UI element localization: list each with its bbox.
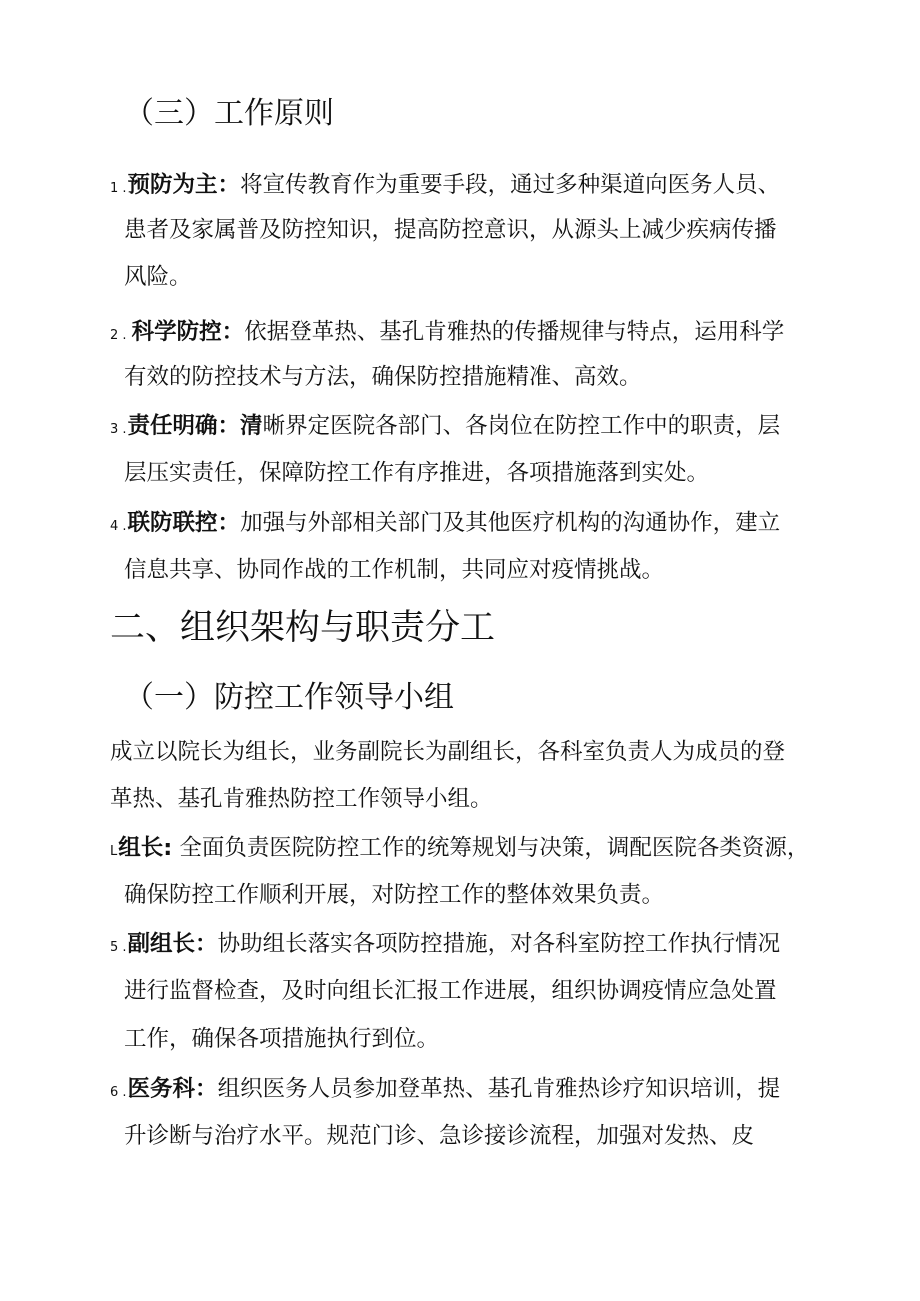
principle-1-line-1 <box>110 170 780 204</box>
intro-line-1: 成立以院长为组长，业务副院长为副组长，各科室负责人为成员的登 <box>110 739 786 765</box>
principle-term: 责任明确：清 <box>127 413 263 439</box>
role-leader-line-2: 确保防控工作顺利开展，对防控工作的整体效果负责。 <box>124 882 665 908</box>
role-deputy-line-3: 工作，确保各项措施执行到位。 <box>124 1026 440 1052</box>
principle-3-line-1 <box>110 411 780 445</box>
principle-2-line-2: 有效的防控技术与方法，确保防控措施精准、高效。 <box>124 364 642 390</box>
principle-text: 依据登革热、基孔肯雅热的传播规律与特点，运用科学 <box>244 319 785 345</box>
role-medical-dept-line-1 <box>110 1074 780 1108</box>
list-number: 5 . <box>110 940 127 955</box>
chapter-heading-organization: 二、组织架构与职责分工 <box>110 608 496 648</box>
section-heading-principles: （三）工作原则 <box>124 96 334 131</box>
role-deputy-line-1 <box>110 929 780 963</box>
role-medical-dept-line-2: 升诊断与治疗水平。规范门诊、急诊接诊流程，加强对发热、皮 <box>124 1123 755 1149</box>
principle-1-line-3: 风险。 <box>124 264 192 290</box>
role-text: 组织医务人员参加登革热、基孔肯雅热诊疗知识培训，提 <box>217 1076 781 1102</box>
principle-term: 科学防控： <box>131 319 245 345</box>
role-text: 全面负责医院防控工作的统筹规划与决策，调配医院各类资源， <box>172 835 810 861</box>
principle-2-line-1 <box>110 317 784 351</box>
principle-term: 预防为主： <box>127 172 241 198</box>
principle-4-line-1 <box>110 508 780 542</box>
principle-text: 加强与外部相关部门及其他医疗机构的沟通协作，建立 <box>240 510 781 536</box>
list-number: 6 . <box>110 1085 127 1100</box>
role-term: 医务科： <box>127 1076 218 1102</box>
list-number: L <box>110 844 118 859</box>
role-term: 组长: <box>118 835 173 861</box>
role-text: 协助组长落实各项防控措施，对各科室防控工作执行情况 <box>217 931 781 957</box>
role-leader-line-1 <box>110 833 809 867</box>
principle-text: 晰界定医院各部门、各岗位在防控工作中的职责，层 <box>262 413 781 439</box>
list-number: 3 . <box>110 422 127 437</box>
role-term: 副组长： <box>127 931 218 957</box>
list-number: 2 . <box>110 328 131 343</box>
section-heading-leading-group: （一）防控工作领导小组 <box>124 680 454 715</box>
list-number: 1 . <box>110 181 127 196</box>
principle-3-line-2: 层压实责任，保障防控工作有序推进，各项措施落到实处。 <box>124 460 710 486</box>
principle-1-line-2: 患者及家属普及防控知识，提高防控意识，从源头上减少疾病传播 <box>124 217 777 243</box>
intro-line-2: 革热、基孔肯雅热防控工作领导小组。 <box>110 786 493 812</box>
list-number: 4 . <box>110 519 127 534</box>
principle-4-line-2: 信息共享、协同作战的工作机制，共同应对疫情挑战。 <box>124 557 665 583</box>
role-deputy-line-2: 进行监督检查，及时向组长汇报工作进展，组织协调疫情应急处置 <box>124 978 777 1004</box>
principle-text: 将宣传教育作为重要手段，通过多种渠道向医务人员、 <box>240 172 781 198</box>
principle-term: 联防联控： <box>127 510 241 536</box>
